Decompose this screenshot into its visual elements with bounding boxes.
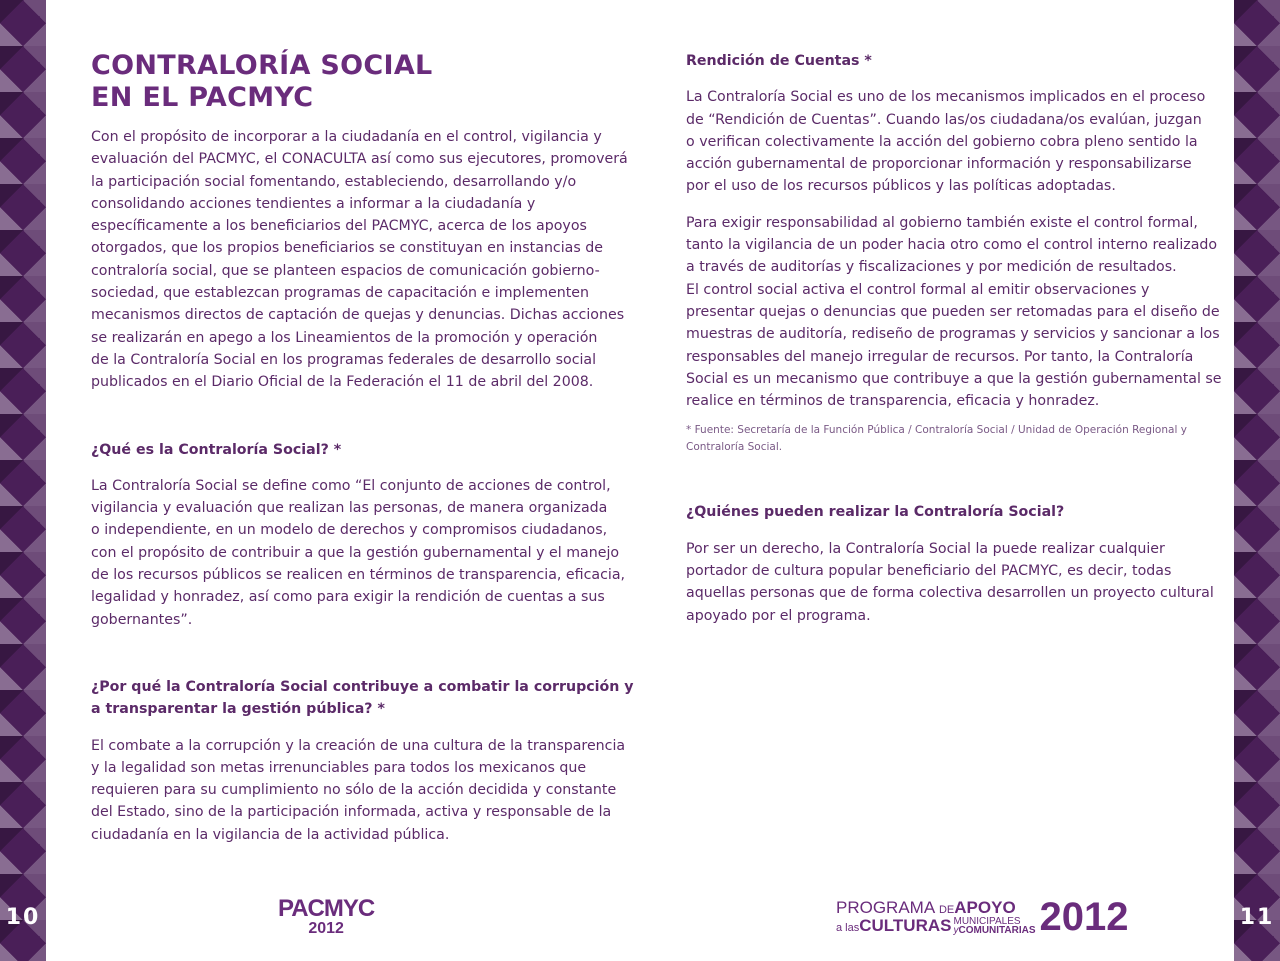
logo-year: 2012	[308, 920, 344, 937]
text-line: otorgados, que los propios beneficiarios se constituyan en instancias de	[91, 240, 604, 257]
pacmyc-logo	[278, 897, 374, 937]
text-line: Con el propósito de incorporar a la ciudadanía en el control, vigilancia y	[91, 129, 602, 145]
text-line: consolidando acciones tendientes a informar a la ciudadanía y	[91, 195, 536, 212]
text-line: La Contraloría Social es uno de los mecanismos implicados en el proceso	[686, 89, 1206, 106]
text-line: la participación social fomentando, estableciendo, desarrollando y/o	[91, 173, 577, 190]
right-column	[686, 50, 1222, 627]
question-heading	[686, 501, 1196, 523]
paragraph	[686, 86, 1206, 197]
text-line: El control social activa el control formal al emitir observaciones y	[686, 281, 1150, 298]
text-line: contraloría social, que se planteen espacios de comunicación gobierno-	[91, 262, 600, 279]
text-line: Por ser un derecho, la Contraloría Social la puede realizar cualquier	[686, 540, 1165, 557]
decorative-pattern-left	[0, 0, 46, 961]
text-line: y la legalidad son metas irrenunciables para todos los mexicanos que	[91, 759, 587, 776]
text-line: gobernantes”.	[91, 611, 193, 628]
text-line: o verifican colectivamente la acción del gobierno cobra pleno sentido la	[686, 133, 1198, 150]
logo-text: DE	[938, 904, 955, 916]
text-line: Para exigir responsabilidad al gobierno también existe el control formal,	[686, 214, 1198, 231]
text-line: por el uso de los recursos públicos y las políticas adoptadas.	[686, 178, 1116, 195]
decorative-pattern-right	[1234, 0, 1280, 961]
programa-logo	[836, 897, 1129, 937]
text-line: de la Contraloría Social en los programas federales de desarrollo social	[91, 351, 597, 368]
left-column	[91, 50, 634, 846]
text-line: muestras de auditoría, rediseño de programas y servicios y sancionar a los	[686, 326, 1220, 343]
text-line: a través de auditorías y fiscalizaciones y por medición de resultados.	[686, 259, 1177, 276]
answer-paragraph	[686, 538, 1214, 627]
text-line: o independiente, en un modelo de derechos y compromisos ciudadanos,	[91, 522, 608, 539]
text-line: específicamente a los beneficiarios del PACMYC, acerca de los apoyos	[91, 218, 587, 235]
logo-text: COMUNITARIAS	[958, 925, 1036, 936]
text-line: mecanismos directos de captación de quejas y denuncias. Dichas acciones	[91, 307, 625, 324]
text-line: aquellas personas que de forma colectiva desarrollen un proyecto cultural	[686, 585, 1214, 602]
section-heading	[686, 50, 1196, 72]
text-line: * Fuente: Secretaría de la Función Pública / Contraloría Social / Unidad de Operación Regional y	[686, 424, 1187, 437]
text-line: del Estado, sino de la participación informada, activa y responsable de la	[91, 804, 612, 821]
text-line: de los recursos públicos se realicen en términos de transparencia, eficacia,	[91, 567, 626, 584]
text-line: responsables del manejo irregular de recursos. Por tanto, la Contraloría	[686, 348, 1194, 365]
text-line: sociedad, que establezcan programas de capacitación e implementen	[91, 285, 590, 302]
logo-text: PACMYC	[278, 895, 375, 922]
text-line: a transparentar la gestión pública? *	[91, 701, 385, 718]
question-heading	[91, 439, 601, 461]
text-line: ciudadanía en la vigilancia de la actividad pública.	[91, 826, 450, 843]
text-line: con el propósito de contribuir a que la gestión gubernamental y el manejo	[91, 544, 620, 561]
text-line: realice en términos de transparencia, eficacia y honradez.	[686, 393, 1100, 410]
text-line: Social es un mecanismo que contribuye a que la gestión gubernamental se	[686, 370, 1222, 387]
text-line: portador de cultura popular beneficiario del PACMYC, es decir, todas	[686, 563, 1172, 580]
logo-text: PROGRAMA	[836, 898, 935, 917]
text-line: acción gubernamental de proporcionar información y responsabilizarse	[686, 156, 1192, 173]
page-number-right: 11	[1239, 905, 1275, 930]
logo-text: APOYO	[954, 898, 1016, 917]
text-line: ¿Quiénes pueden realizar la Contraloría Social?	[686, 504, 1065, 521]
paragraph	[686, 212, 1222, 413]
text-line: Rendición de Cuentas *	[686, 53, 872, 69]
text-line: presentar quejas o denuncias que pueden ser retomadas para el diseño de	[686, 303, 1220, 320]
logo-year: 2012	[1039, 895, 1129, 939]
text-line: EN EL PACMYC	[91, 82, 314, 113]
text-line: requieren para su cumplimiento no sólo de la acción decidida y constante	[91, 782, 617, 799]
text-line: legalidad y honradez, así como para exigir la rendición de cuentas a sus	[91, 589, 605, 606]
text-line: publicados en el Diario Oficial de la Federación el 11 de abril del 2008.	[91, 374, 594, 391]
text-line: CONTRALORÍA SOCIAL	[91, 50, 433, 81]
text-line: ¿Qué es la Contraloría Social? *	[91, 441, 342, 458]
logo-text: CULTURAS	[859, 916, 952, 935]
text-line: se realizarán en apego a los Lineamientos de la promoción y operación	[91, 329, 598, 346]
logo-text: y	[953, 925, 959, 936]
text-line: La Contraloría Social se define como “El conjunto de acciones de control,	[91, 477, 611, 494]
question-heading	[91, 676, 634, 721]
text-line: El combate a la corrupción y la creación de una cultura de la transparencia	[91, 737, 626, 754]
text-line: Contraloría Social.	[686, 441, 783, 454]
text-line: evaluación del PACMYC, el CONACULTA así como sus ejecutores, promoverá	[91, 151, 628, 168]
text-line: ¿Por qué la Contraloría Social contribuye a combatir la corrupción y	[91, 678, 634, 695]
text-line: vigilancia y evaluación que realizan las personas, de manera organizada	[91, 500, 608, 517]
logo-text: a las	[836, 922, 860, 934]
text-line: tanto la vigilancia de un poder hacia otro como el control interno realizado	[686, 237, 1218, 254]
logo-text: MUNICIPALES	[953, 916, 1021, 927]
page-title	[91, 50, 601, 114]
text-line: apoyado por el programa.	[686, 607, 871, 624]
footnote	[686, 422, 1196, 456]
intro-paragraph	[91, 126, 628, 394]
text-line: de “Rendición de Cuentas”. Cuando las/os ciudadana/os evalúan, juzgan	[686, 111, 1202, 128]
answer-paragraph	[91, 475, 626, 631]
answer-paragraph	[91, 735, 626, 846]
page-number-left: 10	[5, 905, 41, 930]
